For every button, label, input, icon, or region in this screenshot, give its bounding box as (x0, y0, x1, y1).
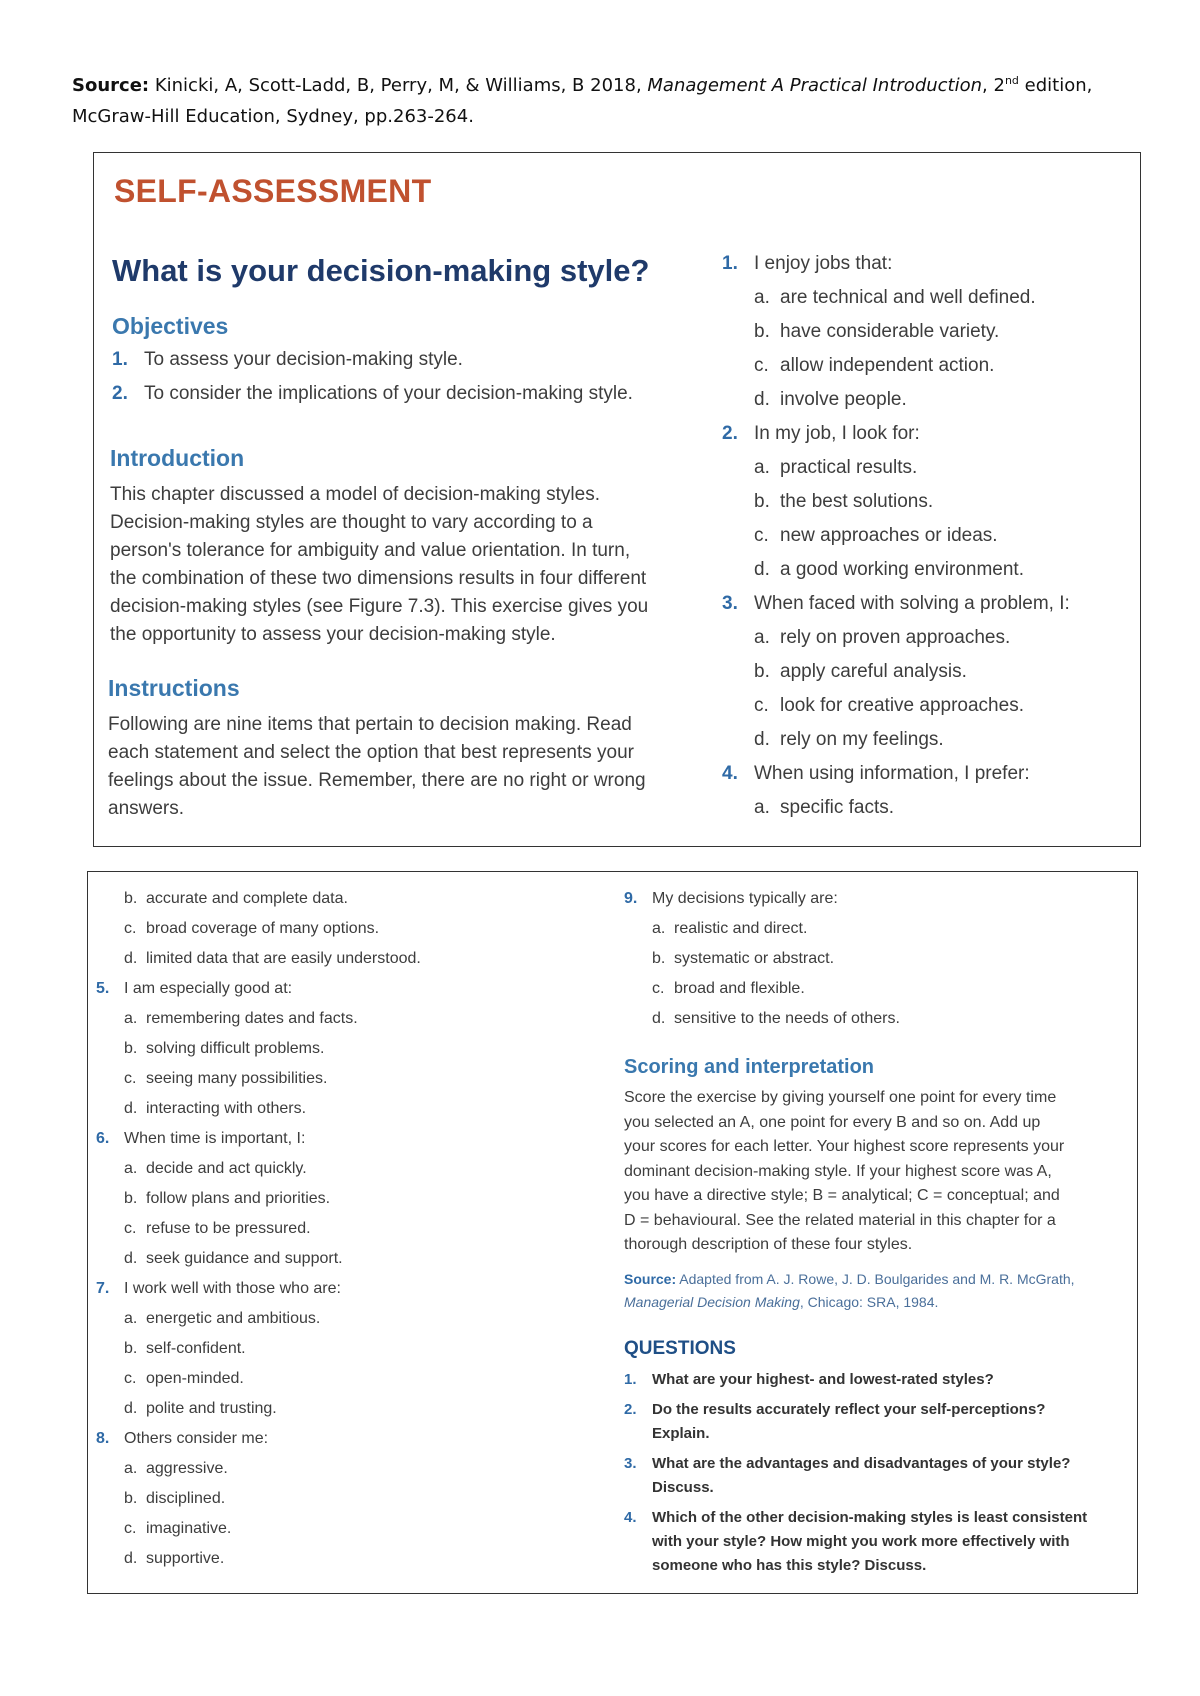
scoring-text: Score the exercise by giving yourself one point for every time you selected an A, one point for every B and so on. Add up your scores for each letter. Your highest score represents your dominant decision-making style. If your highest score was A, you have a directive style; B = analytical; C = conceptual; and D = behavioural. See the related material in this chapter for a thorough description of these four styles. (624, 1089, 1065, 1253)
citation-edition-sup: nd (1004, 74, 1019, 87)
option-item[interactable]: b. accurate and complete data. (124, 890, 348, 907)
option-item[interactable]: a. decide and act quickly. (124, 1160, 307, 1177)
citation-label: Source: (72, 75, 150, 96)
instructions-heading: Instructions (108, 675, 240, 701)
option-item[interactable]: a. energetic and ambitious. (124, 1310, 321, 1327)
objective-item: 2. To consider the implications of your decision-making style. (112, 383, 633, 404)
option-item[interactable]: b. have considerable variety. (754, 321, 1000, 342)
discussion-question: 2. Do the results accurately reflect your self-perceptions? Explain. (624, 1401, 1046, 1442)
option-item[interactable]: d. sensitive to the needs of others. (652, 1010, 900, 1027)
citation (72, 70, 1132, 132)
discussion-question: 3. What are the advantages and disadvantages of your style? Discuss. (624, 1455, 1071, 1496)
scoring-source: Source: Adapted from A. J. Rowe, J. D. Boulgarides and M. R. McGrath, Managerial Decision Making, Chicago: SRA, 1984. (624, 1271, 1075, 1310)
option-item[interactable]: c. seeing many possibilities. (124, 1070, 328, 1087)
option-item[interactable]: a. specific facts. (754, 797, 895, 818)
questions-heading: QUESTIONS (624, 1338, 736, 1359)
option-item[interactable]: c. open-minded. (124, 1370, 244, 1387)
citation-edition-rest: edition, (1024, 75, 1093, 96)
scoring-heading: Scoring and interpretation (624, 1056, 875, 1078)
discussion-question: 1. What are your highest- and lowest-rated styles? (624, 1371, 994, 1388)
question-5: 5. I am especially good at: (96, 980, 293, 997)
option-item[interactable]: b. the best solutions. (754, 491, 934, 512)
option-item[interactable]: d. polite and trusting. (124, 1400, 277, 1417)
questions-column-1 (722, 253, 1132, 831)
citation-title: Management A Practical Introduction (647, 75, 983, 96)
introduction-heading: Introduction (110, 445, 245, 471)
option-item[interactable]: a. are technical and well defined. (754, 287, 1036, 308)
option-item[interactable]: d. rely on my feelings. (754, 729, 944, 750)
option-item[interactable]: a. aggressive. (124, 1460, 228, 1477)
self-assessment-page-2 (87, 871, 1138, 1594)
page-title: What is your decision-making style? (112, 253, 650, 288)
question-9-block (624, 890, 1124, 1040)
option-item[interactable]: c. allow independent action. (754, 355, 995, 376)
discussion-questions (624, 1368, 1124, 1578)
option-item[interactable]: b. systematic or abstract. (652, 950, 835, 967)
option-item[interactable]: d. a good working environment. (754, 559, 1024, 580)
option-item[interactable]: b. apply careful analysis. (754, 661, 967, 682)
option-item[interactable]: c. refuse to be pressured. (124, 1220, 311, 1237)
option-item[interactable]: b. disciplined. (124, 1490, 226, 1507)
option-item[interactable]: d. involve people. (754, 389, 907, 410)
instructions-text: Following are nine items that pertain to decision making. Read each statement and select the option that best represents your feelings about the issue. Remember, there are no right or wrong answers. (108, 714, 646, 819)
question-6: 6. When time is important, I: (96, 1130, 306, 1147)
option-item[interactable]: d. seek guidance and support. (124, 1250, 343, 1267)
self-assessment-heading: SELF-ASSESSMENT (114, 173, 432, 209)
option-item[interactable]: c. broad and flexible. (652, 980, 805, 997)
option-item[interactable]: c. new approaches or ideas. (754, 525, 998, 546)
question-4: 4. When using information, I prefer: (722, 763, 1030, 784)
citation-edition-num: 2 (993, 75, 1005, 96)
question-8: 8. Others consider me: (96, 1430, 269, 1447)
option-item[interactable]: a. practical results. (754, 457, 918, 478)
option-item[interactable]: d. supportive. (124, 1550, 225, 1567)
option-item[interactable]: d. interacting with others. (124, 1100, 307, 1117)
citation-authors: Kinicki, A, Scott-Ladd, B, Perry, M, & Williams, B 2018, (154, 75, 642, 96)
citation-line-2: McGraw-Hill Education, Sydney, pp.263-264. (72, 106, 474, 127)
option-item[interactable]: c. look for creative approaches. (754, 695, 1024, 716)
option-item[interactable]: d. limited data that are easily understood. (124, 950, 421, 967)
option-item[interactable]: a. realistic and direct. (652, 920, 808, 937)
question-3: 3. When faced with solving a problem, I: (722, 593, 1070, 614)
question-9: 9. My decisions typically are: (624, 890, 838, 907)
option-item[interactable]: a. rely on proven approaches. (754, 627, 1011, 648)
question-7: 7. I work well with those who are: (96, 1280, 341, 1297)
option-item[interactable]: b. solving difficult problems. (124, 1040, 325, 1057)
option-item[interactable]: c. imaginative. (124, 1520, 232, 1537)
objective-item: 1. To assess your decision-making style. (112, 349, 463, 370)
introduction-text: This chapter discussed a model of decision-making styles. Decision-making styles are thought to vary according to a person's tolerance for ambiguity and value orientation. In turn, the combination of these two dimensions results in four different decision-making styles (see Figure 7.3). This exercise gives you the opportunity to assess your decision-making style. (110, 484, 649, 645)
objectives-heading: Objectives (112, 313, 229, 339)
discussion-question: 4. Which of the other decision-making styles is least consistent with your style? How might you work more effectively with someone who has this style? Discuss. (624, 1509, 1088, 1574)
option-item[interactable]: c. broad coverage of many options. (124, 920, 380, 937)
option-item[interactable]: a. remembering dates and facts. (124, 1010, 358, 1027)
question-1: 1. I enjoy jobs that: (722, 253, 893, 274)
question-2: 2. In my job, I look for: (722, 423, 920, 444)
self-assessment-page-1 (93, 152, 1141, 847)
option-item[interactable]: b. follow plans and priorities. (124, 1190, 331, 1207)
citation-line-1: Source: Kinicki, A, Scott-Ladd, B, Perry, M, & Williams, B 2018, Management A Practical Introduction, 2nd edition, (72, 74, 1093, 96)
option-item[interactable]: b. self-confident. (124, 1340, 246, 1357)
questions-column-2 (96, 890, 596, 1580)
objectives-list (112, 349, 672, 417)
